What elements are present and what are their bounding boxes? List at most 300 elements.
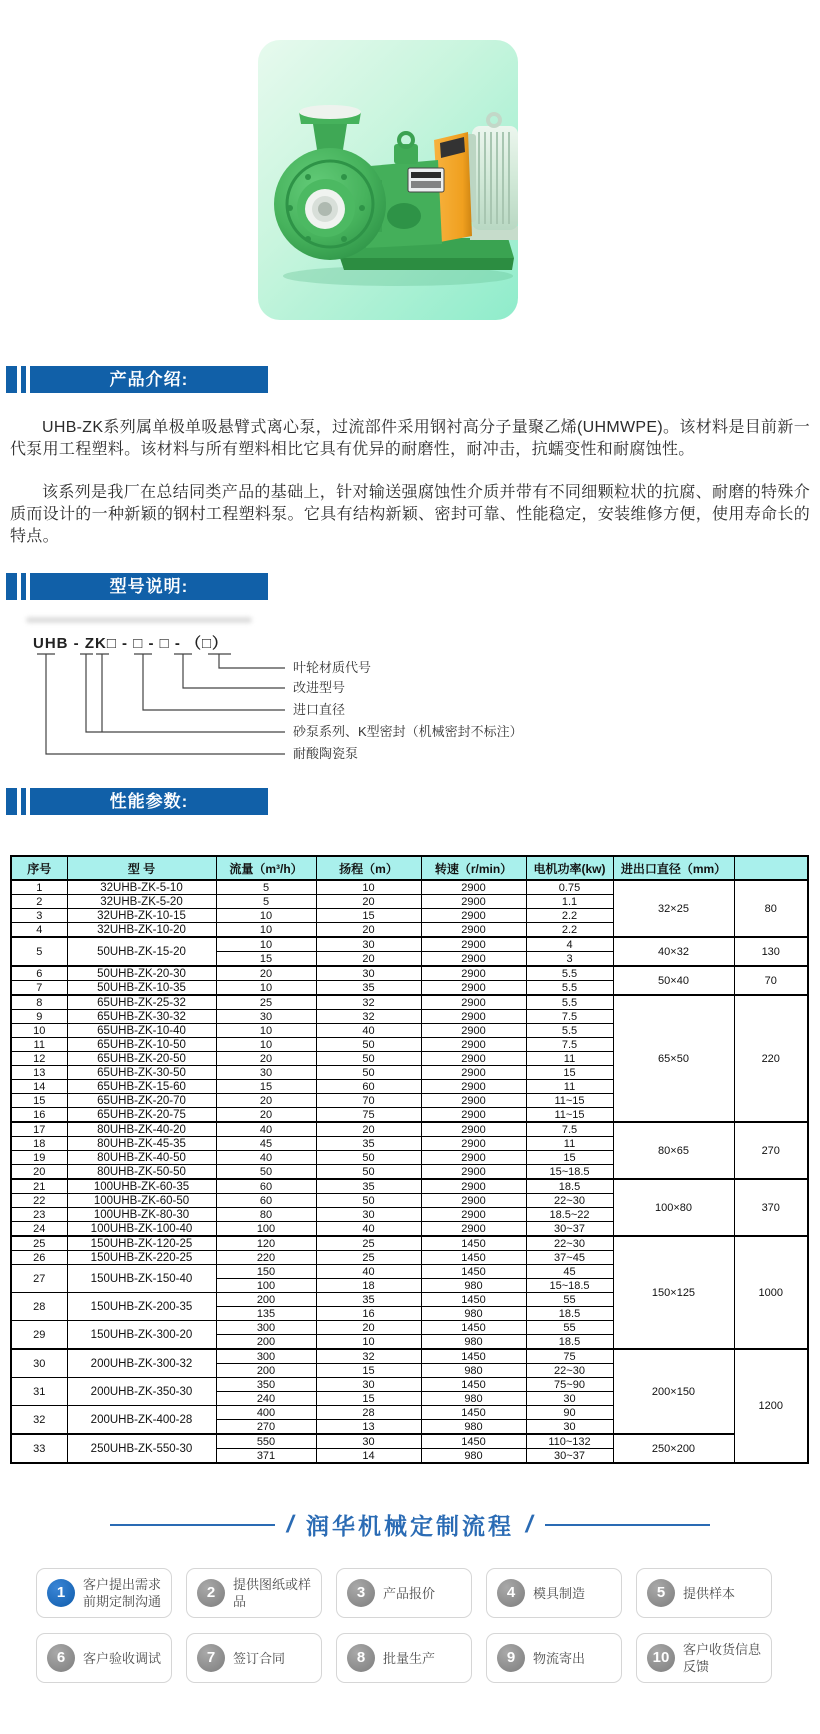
table-cell: 250×200 [613, 1434, 734, 1463]
divider-shadow [26, 617, 252, 623]
table-cell: 65×50 [613, 995, 734, 1122]
table-cell: 200UHB-ZK-400-28 [67, 1406, 216, 1435]
table-cell: 30 [316, 1434, 421, 1449]
table-cell: 3 [11, 909, 67, 923]
table-cell: 32UHB-ZK-10-20 [67, 923, 216, 938]
table-row [11, 1179, 808, 1194]
table-row [11, 1434, 808, 1449]
table-cell: 18 [11, 1137, 67, 1151]
table-cell: 350 [216, 1378, 316, 1392]
section-title-model: 型号说明: [30, 573, 268, 600]
table-cell: 5 [216, 880, 316, 895]
table-cell: 3 [526, 952, 613, 967]
table-cell: 10 [216, 1038, 316, 1052]
table-cell: 220 [216, 1251, 316, 1265]
table-cell: 20 [216, 1052, 316, 1066]
table-cell: 1450 [421, 1265, 526, 1279]
table-cell: 32UHB-ZK-10-15 [67, 909, 216, 923]
table-cell: 15 [316, 1364, 421, 1378]
product-photo-card [258, 40, 518, 320]
table-cell: 50 [316, 1151, 421, 1165]
table-cell: 15 [526, 1066, 613, 1080]
table-cell: 35 [316, 981, 421, 996]
process-step-card [186, 1633, 322, 1683]
table-cell: 37~45 [526, 1251, 613, 1265]
table-cell: 50UHB-ZK-15-20 [67, 937, 216, 966]
step-number-badge: 1 [47, 1579, 75, 1607]
table-cell: 15 [316, 1392, 421, 1406]
table-cell: 2900 [421, 1066, 526, 1080]
table-cell: 24 [11, 1222, 67, 1237]
table-cell: 60 [216, 1179, 316, 1194]
step-label: 物流寄出 [533, 1650, 586, 1666]
table-cell: 16 [11, 1108, 67, 1123]
table-cell: 50 [316, 1038, 421, 1052]
table-cell: 30~37 [526, 1222, 613, 1237]
table-cell: 2.2 [526, 909, 613, 923]
process-step-card [636, 1633, 772, 1683]
table-cell: 90 [526, 1406, 613, 1420]
table-cell: 30 [316, 1208, 421, 1222]
table-cell: 220 [734, 995, 808, 1122]
step-label: 提供样本 [683, 1585, 736, 1601]
table-cell: 15~18.5 [526, 1165, 613, 1180]
table-cell: 45 [526, 1265, 613, 1279]
table-cell: 150UHB-ZK-150-40 [67, 1265, 216, 1293]
table-cell: 65UHB-ZK-20-50 [67, 1052, 216, 1066]
section-header-params [6, 788, 268, 815]
table-cell: 2900 [421, 1179, 526, 1194]
step-label: 客户收货信息反馈 [683, 1642, 762, 1674]
model-code: UHB - ZK□ - □ - □ - （□） [33, 635, 229, 652]
table-cell: 50 [216, 1165, 316, 1180]
step-number-badge: 3 [347, 1579, 375, 1607]
table-row [11, 1236, 808, 1251]
step-number-badge: 9 [497, 1644, 525, 1672]
table-cell: 200×150 [613, 1349, 734, 1434]
step-number-badge: 8 [347, 1644, 375, 1672]
table-cell: 75 [526, 1349, 613, 1364]
table-cell: 5.5 [526, 981, 613, 996]
table-cell: 980 [421, 1307, 526, 1321]
table-cell: 18.5 [526, 1307, 613, 1321]
table-cell: 80UHB-ZK-40-20 [67, 1122, 216, 1137]
table-cell: 15 [216, 952, 316, 967]
table-cell: 30 [316, 937, 421, 952]
table-cell: 16 [316, 1307, 421, 1321]
table-cell: 980 [421, 1335, 526, 1350]
table-cell: 40 [316, 1024, 421, 1038]
table-cell: 35 [316, 1179, 421, 1194]
table-cell: 10 [216, 923, 316, 938]
table-cell: 200 [216, 1364, 316, 1378]
process-step-card [36, 1633, 172, 1683]
table-cell: 55 [526, 1293, 613, 1307]
table-cell: 2900 [421, 909, 526, 923]
table-cell: 30 [316, 1378, 421, 1392]
table-row [11, 995, 808, 1010]
params-table-body [11, 880, 808, 1463]
table-cell: 20 [216, 1108, 316, 1123]
table-cell: 130 [734, 937, 808, 966]
table-cell: 15 [216, 1080, 316, 1094]
header-stripe [21, 573, 26, 600]
model-code-diagram [0, 630, 820, 775]
table-cell: 30 [316, 966, 421, 981]
table-cell: 150UHB-ZK-120-25 [67, 1236, 216, 1251]
table-cell: 7.5 [526, 1010, 613, 1024]
table-header-cell [734, 856, 808, 880]
header-stripe [21, 366, 26, 393]
table-cell: 21 [11, 1179, 67, 1194]
table-cell: 200 [216, 1293, 316, 1307]
table-cell: 100UHB-ZK-80-30 [67, 1208, 216, 1222]
table-cell: 80UHB-ZK-40-50 [67, 1151, 216, 1165]
table-cell: 2900 [421, 1165, 526, 1180]
section-header-model [6, 573, 268, 600]
table-cell: 9 [11, 1010, 67, 1024]
table-cell: 2900 [421, 1024, 526, 1038]
table-cell: 2900 [421, 923, 526, 938]
step-label: 客户提出需求前期定制沟通 [83, 1577, 162, 1609]
table-cell: 550 [216, 1434, 316, 1449]
table-cell: 2900 [421, 1208, 526, 1222]
table-row [11, 937, 808, 952]
diagram-connector-lines [0, 630, 820, 775]
header-stripe [6, 788, 17, 815]
table-header-cell: 扬程（m） [316, 856, 421, 880]
step-label: 客户验收调试 [83, 1650, 162, 1666]
table-cell: 15 [316, 909, 421, 923]
diagram-label: 耐酸陶瓷泵 [293, 746, 359, 761]
table-cell: 28 [316, 1406, 421, 1420]
table-cell: 1450 [421, 1406, 526, 1420]
table-cell: 2900 [421, 966, 526, 981]
table-cell: 1450 [421, 1378, 526, 1392]
table-cell: 65UHB-ZK-15-60 [67, 1080, 216, 1094]
table-cell: 5 [216, 895, 316, 909]
table-cell: 13 [316, 1420, 421, 1435]
table-cell: 65UHB-ZK-20-70 [67, 1094, 216, 1108]
section-title-intro: 产品介绍: [30, 366, 268, 393]
table-cell: 50 [316, 1052, 421, 1066]
table-cell: 17 [11, 1122, 67, 1137]
table-cell: 2900 [421, 1151, 526, 1165]
table-cell: 40 [216, 1151, 316, 1165]
process-title-row [0, 1508, 820, 1541]
table-cell: 70 [734, 966, 808, 995]
table-cell: 20 [11, 1165, 67, 1180]
table-cell: 30 [216, 1066, 316, 1080]
slash-decoration: / [284, 1510, 297, 1538]
table-cell: 45 [216, 1137, 316, 1151]
table-cell: 150UHB-ZK-220-25 [67, 1251, 216, 1265]
process-title: 润华机械定制流程 [306, 1513, 514, 1539]
table-cell: 22~30 [526, 1364, 613, 1378]
table-cell: 2900 [421, 981, 526, 996]
table-cell: 2900 [421, 995, 526, 1010]
table-cell: 2900 [421, 1080, 526, 1094]
table-cell: 22 [11, 1194, 67, 1208]
step-number-badge: 2 [197, 1579, 225, 1607]
table-cell: 32UHB-ZK-5-20 [67, 895, 216, 909]
table-cell: 270 [216, 1420, 316, 1435]
table-cell: 75 [316, 1108, 421, 1123]
table-cell: 32 [316, 1010, 421, 1024]
table-cell: 20 [316, 923, 421, 938]
table-cell: 100 [216, 1279, 316, 1293]
table-cell: 2.2 [526, 923, 613, 938]
table-cell: 240 [216, 1392, 316, 1406]
table-cell: 11~15 [526, 1108, 613, 1123]
table-cell: 15 [11, 1094, 67, 1108]
table-cell: 150 [216, 1265, 316, 1279]
table-cell: 2900 [421, 1052, 526, 1066]
table-cell: 18 [316, 1279, 421, 1293]
table-cell: 1450 [421, 1251, 526, 1265]
nameplate [408, 168, 444, 192]
table-row [11, 966, 808, 981]
table-cell: 11 [11, 1038, 67, 1052]
table-cell: 980 [421, 1279, 526, 1293]
table-cell: 18.5 [526, 1179, 613, 1194]
table-cell: 1450 [421, 1434, 526, 1449]
table-cell: 65UHB-ZK-10-40 [67, 1024, 216, 1038]
table-cell: 33 [11, 1434, 67, 1463]
table-header-cell: 转速（r/min） [421, 856, 526, 880]
table-cell: 20 [216, 1094, 316, 1108]
table-cell: 30~37 [526, 1449, 613, 1464]
table-cell: 150UHB-ZK-300-20 [67, 1321, 216, 1350]
table-cell: 18.5~22 [526, 1208, 613, 1222]
table-cell: 100UHB-ZK-60-50 [67, 1194, 216, 1208]
params-table [10, 855, 809, 1464]
process-step-card [486, 1633, 622, 1683]
table-cell: 50 [316, 1165, 421, 1180]
table-cell: 35 [316, 1137, 421, 1151]
table-cell: 300 [216, 1349, 316, 1364]
table-cell: 8 [11, 995, 67, 1010]
process-step-card [186, 1568, 322, 1618]
table-cell: 26 [11, 1251, 67, 1265]
table-cell: 270 [734, 1122, 808, 1179]
table-cell: 135 [216, 1307, 316, 1321]
diagram-label: 进口直径 [293, 702, 346, 717]
table-header-cell: 电机功率(kw) [526, 856, 613, 880]
table-cell: 4 [11, 923, 67, 938]
table-cell: 22~30 [526, 1236, 613, 1251]
step-number-badge: 7 [197, 1644, 225, 1672]
table-cell: 25 [316, 1236, 421, 1251]
table-cell: 25 [11, 1236, 67, 1251]
table-cell: 80 [216, 1208, 316, 1222]
table-row [11, 1122, 808, 1137]
table-cell: 100×80 [613, 1179, 734, 1236]
table-cell: 300 [216, 1321, 316, 1335]
table-cell: 1 [11, 880, 67, 895]
table-cell: 15~18.5 [526, 1279, 613, 1293]
diagram-label: 改进型号 [293, 680, 346, 695]
table-cell: 2900 [421, 1137, 526, 1151]
table-cell: 980 [421, 1392, 526, 1406]
table-cell: 60 [316, 1080, 421, 1094]
table-cell: 1450 [421, 1293, 526, 1307]
table-cell: 11~15 [526, 1094, 613, 1108]
table-cell: 20 [316, 1122, 421, 1137]
step-label: 模具制造 [533, 1585, 586, 1601]
process-step-card [336, 1568, 472, 1618]
table-cell: 1450 [421, 1236, 526, 1251]
table-cell: 23 [11, 1208, 67, 1222]
step-label: 提供图纸或样品 [233, 1577, 312, 1609]
table-cell: 28 [11, 1293, 67, 1321]
table-cell: 2900 [421, 952, 526, 967]
table-cell: 40×32 [613, 937, 734, 966]
process-step-card [636, 1568, 772, 1618]
table-cell: 11 [526, 1080, 613, 1094]
table-cell: 1450 [421, 1349, 526, 1364]
table-cell: 19 [11, 1151, 67, 1165]
step-label: 产品报价 [383, 1585, 436, 1601]
table-cell: 2900 [421, 937, 526, 952]
table-header-cell: 型 号 [67, 856, 216, 880]
table-cell: 5.5 [526, 966, 613, 981]
table-cell: 80UHB-ZK-45-35 [67, 1137, 216, 1151]
table-cell: 400 [216, 1406, 316, 1420]
table-cell: 30 [526, 1392, 613, 1406]
table-cell: 7.5 [526, 1122, 613, 1137]
table-row [11, 880, 808, 895]
step-number-badge: 4 [497, 1579, 525, 1607]
intro-paragraph-2: 该系列是我厂在总结同类产品的基础上，针对输送强腐蚀性介质并带有不同细颗粒状的抗腐、耐磨的特殊介质而设计的一种新颖的钢村工程塑料泵。它具有结构新颖、密封可靠、性能稳定，安装维修方便，使用寿命长的特点。 [10, 484, 810, 545]
table-cell: 5 [11, 937, 67, 966]
table-cell: 32 [316, 995, 421, 1010]
step-number-badge: 6 [47, 1644, 75, 1672]
table-cell: 980 [421, 1364, 526, 1378]
table-cell: 1200 [734, 1349, 808, 1463]
table-cell: 100UHB-ZK-100-40 [67, 1222, 216, 1237]
table-cell: 50×40 [613, 966, 734, 995]
table-cell: 35 [316, 1293, 421, 1307]
table-row [11, 1349, 808, 1364]
table-cell: 75~90 [526, 1378, 613, 1392]
process-step-card [336, 1633, 472, 1683]
process-step-card [36, 1568, 172, 1618]
table-cell: 100UHB-ZK-60-35 [67, 1179, 216, 1194]
title-rule-right [545, 1524, 710, 1526]
table-cell: 29 [11, 1321, 67, 1350]
diagram-label: 叶轮材质代号 [293, 660, 372, 675]
table-cell: 27 [11, 1265, 67, 1293]
table-cell: 200 [216, 1335, 316, 1350]
table-cell: 18.5 [526, 1335, 613, 1350]
table-cell: 1.1 [526, 895, 613, 909]
table-cell: 40 [316, 1265, 421, 1279]
table-cell: 30 [526, 1420, 613, 1435]
section-title-params: 性能参数: [30, 788, 268, 815]
table-cell: 1450 [421, 1321, 526, 1335]
table-cell: 80 [734, 880, 808, 937]
table-cell: 55 [526, 1321, 613, 1335]
table-cell: 5.5 [526, 995, 613, 1010]
table-cell: 2900 [421, 1122, 526, 1137]
table-cell: 980 [421, 1420, 526, 1435]
table-cell: 20 [216, 966, 316, 981]
table-cell: 65UHB-ZK-10-50 [67, 1038, 216, 1052]
table-cell: 980 [421, 1449, 526, 1464]
table-cell: 32 [316, 1349, 421, 1364]
table-cell: 100 [216, 1222, 316, 1237]
table-cell: 25 [216, 995, 316, 1010]
table-cell: 10 [11, 1024, 67, 1038]
table-cell: 10 [216, 981, 316, 996]
table-cell: 200UHB-ZK-350-30 [67, 1378, 216, 1406]
table-cell: 10 [216, 909, 316, 923]
table-cell: 12 [11, 1052, 67, 1066]
table-cell: 31 [11, 1378, 67, 1406]
table-cell: 2900 [421, 1108, 526, 1123]
table-cell: 10 [216, 1024, 316, 1038]
table-header-cell: 流量（m³/h） [216, 856, 316, 880]
table-cell: 1000 [734, 1236, 808, 1349]
table-cell: 14 [316, 1449, 421, 1464]
table-cell: 80UHB-ZK-50-50 [67, 1165, 216, 1180]
table-cell: 13 [11, 1066, 67, 1080]
table-cell: 10 [316, 1335, 421, 1350]
table-cell: 30 [216, 1010, 316, 1024]
section-header-intro [6, 366, 268, 393]
table-cell: 20 [316, 895, 421, 909]
table-cell: 65UHB-ZK-30-50 [67, 1066, 216, 1080]
table-cell: 32UHB-ZK-5-10 [67, 880, 216, 895]
table-cell: 15 [526, 1151, 613, 1165]
table-cell: 150×125 [613, 1236, 734, 1349]
table-cell: 50UHB-ZK-10-35 [67, 981, 216, 996]
table-cell: 50 [316, 1194, 421, 1208]
table-cell: 2900 [421, 1094, 526, 1108]
table-cell: 250UHB-ZK-550-30 [67, 1434, 216, 1463]
table-cell: 2900 [421, 1194, 526, 1208]
table-cell: 40 [216, 1122, 316, 1137]
table-cell: 25 [316, 1251, 421, 1265]
table-cell: 65UHB-ZK-20-75 [67, 1108, 216, 1123]
table-cell: 50UHB-ZK-20-30 [67, 966, 216, 981]
step-label: 签订合同 [233, 1650, 286, 1666]
table-cell: 2900 [421, 1222, 526, 1237]
table-cell: 80×65 [613, 1122, 734, 1179]
table-cell: 11 [526, 1137, 613, 1151]
table-header-cell: 序号 [11, 856, 67, 880]
motor-lifting-eye [488, 114, 500, 126]
table-cell: 4 [526, 937, 613, 952]
table-cell: 150UHB-ZK-200-35 [67, 1293, 216, 1321]
header-stripe [6, 366, 17, 393]
table-cell: 40 [316, 1222, 421, 1237]
table-cell: 0.75 [526, 880, 613, 895]
title-rule-left [110, 1524, 275, 1526]
table-cell: 14 [11, 1080, 67, 1094]
table-cell: 371 [216, 1449, 316, 1464]
process-step-card [486, 1568, 622, 1618]
table-cell: 6 [11, 966, 67, 981]
step-number-badge: 5 [647, 1579, 675, 1607]
step-number-badge: 10 [647, 1644, 675, 1672]
table-cell: 2900 [421, 895, 526, 909]
table-cell: 110~132 [526, 1434, 613, 1449]
table-cell: 200UHB-ZK-300-32 [67, 1349, 216, 1378]
table-cell: 60 [216, 1194, 316, 1208]
table-cell: 22~30 [526, 1194, 613, 1208]
